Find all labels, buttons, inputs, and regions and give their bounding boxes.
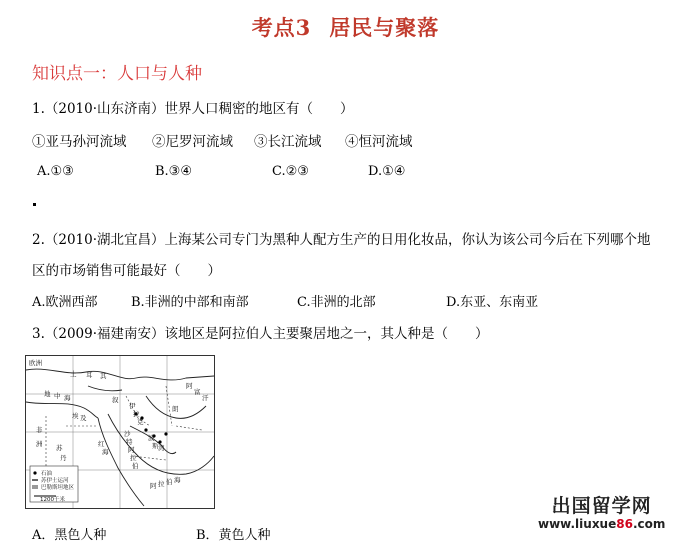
map-label: 沙 (124, 430, 131, 438)
legend-palestine: 巴勒斯坦地区 (41, 485, 75, 491)
q2-stem-line2: 区的市场销售可能最好（ ） (32, 263, 221, 279)
q1-item: ④恒河流域 (345, 134, 413, 150)
legend-suez: 苏伊士运河 (41, 478, 69, 484)
map-label: 中 (54, 392, 61, 400)
q3-option-a: A．黑色人种 (32, 528, 107, 543)
map-label: 阿 (150, 482, 157, 490)
map-label: 波 (148, 434, 155, 442)
map-label: 叙 (112, 396, 119, 404)
map-label: 土 (70, 370, 77, 378)
map-label: 非 (36, 426, 43, 434)
q2-option-c: C.非洲的北部 (297, 295, 376, 310)
watermark-url-prefix: www.liuxue (538, 517, 617, 531)
map-label: 苏 (56, 444, 63, 452)
watermark-main: 出国留学网 (551, 495, 652, 517)
map-label: 拉 (130, 454, 137, 462)
map-label: 汗 (202, 394, 209, 402)
map-label: 朗 (172, 405, 179, 413)
q2-option-d: D.东亚、东南亚 (446, 295, 539, 310)
map-label: 埃 (72, 412, 79, 420)
map-label: 富 (194, 388, 201, 396)
q1-stem: 1.（2010·山东济南）世界人口稠密的地区有（ ） (32, 101, 354, 117)
map-label: 伯 (132, 462, 139, 470)
title-topic-name: 居民与聚落 (329, 15, 440, 40)
q1-item: ②尼罗河流域 (152, 134, 233, 150)
map-label: 欧洲 (29, 359, 42, 367)
map-label: 海 (102, 448, 109, 456)
q3-option-b: B．黄色人种 (196, 528, 271, 543)
map-label: 洲 (36, 440, 43, 448)
map-drawing (26, 356, 214, 508)
map-label: 伊 (129, 402, 136, 410)
map-label: 拉 (133, 410, 140, 418)
map-label: 阿 (128, 446, 135, 454)
map-label: 丹 (60, 454, 67, 462)
map-label: 海 (64, 394, 71, 402)
map-label: 湾 (158, 444, 165, 452)
watermark-url (538, 518, 665, 530)
map-label: 及 (80, 414, 87, 422)
q3-stem: 3.（2009·福建南安）该地区是阿拉伯人主要聚居地之一，其人种是（ ） (32, 326, 489, 342)
watermark (538, 497, 665, 530)
map-label: 斯 (152, 442, 159, 450)
q1-item: ③长江流域 (254, 134, 322, 150)
q1-option-b: B.③④ (155, 164, 192, 179)
section-heading: 知识点一：人口与人种 (32, 64, 202, 84)
q2-stem-line1: 2.（2010·湖北宜昌）上海某公司专门为黑种人配方生产的日用化妆品，你认为该公司今后在下列哪个地 (32, 232, 651, 248)
map-label: 伯 (166, 478, 173, 486)
legend-oil: 石油 (41, 471, 53, 477)
middle-east-map (25, 355, 215, 509)
q1-option-a: A.①③ (37, 164, 74, 179)
map-label: 阿 (186, 382, 193, 390)
q1-option-d: D.①④ (368, 164, 406, 179)
bullet-dot (33, 203, 36, 206)
map-label: 耳 (86, 371, 93, 379)
page-title (0, 12, 691, 42)
watermark-url-suffix: .com (632, 517, 666, 531)
map-label: 其 (100, 372, 107, 380)
map-label: 红 (98, 440, 105, 448)
map-label: 地 (44, 390, 51, 398)
map-label: 拉 (158, 480, 165, 488)
q1-item: ①亚马孙河流域 (32, 134, 127, 150)
map-label: 克 (137, 418, 144, 426)
title-topic-number: 考点3 (251, 15, 312, 40)
q2-option-b: B.非洲的中部和南部 (131, 295, 249, 310)
legend-scale: 1200千米 (40, 497, 65, 503)
watermark-url-highlight: 86 (616, 517, 633, 531)
q1-option-c: C.②③ (272, 164, 309, 179)
q2-option-a: A.欧洲西部 (32, 295, 98, 310)
map-label: 特 (126, 438, 133, 446)
map-label: 海 (174, 476, 181, 484)
